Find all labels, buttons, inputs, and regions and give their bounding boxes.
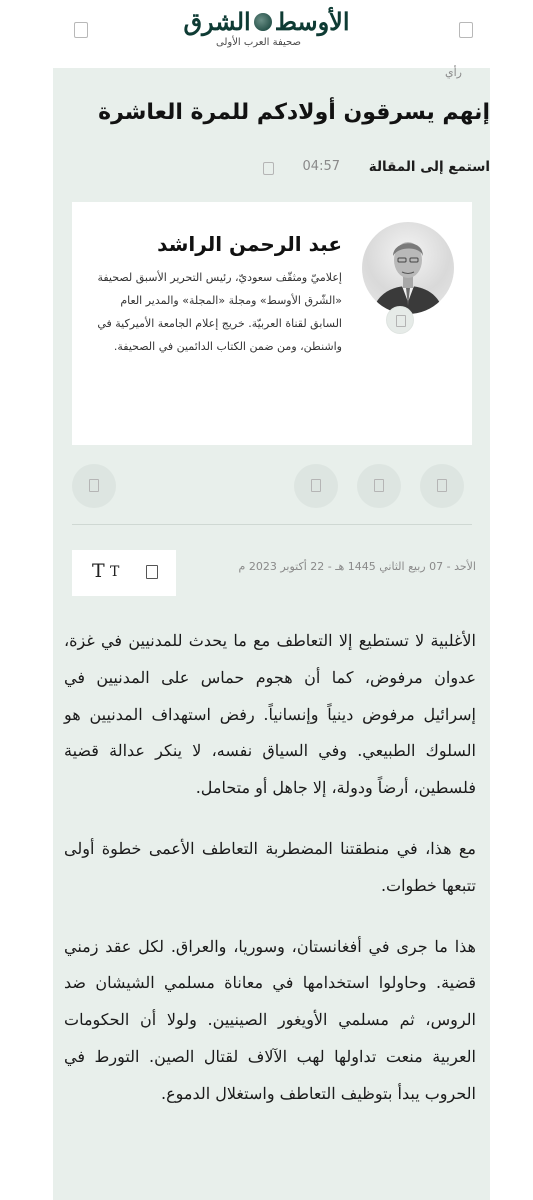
share-button-3[interactable] [294,464,338,508]
play-icon[interactable] [263,162,274,175]
listen-label: استمع إلى المقالة [368,159,490,175]
article-body [64,623,476,1137]
divider [72,524,472,525]
author-portrait-illustration [362,222,454,314]
site-logo[interactable] [0,8,533,48]
author-photo[interactable] [362,222,454,314]
share-icon [374,479,384,492]
article-date: الأحد - 07 ربيع الثاني 1445 هـ - 22 أكتوبر 2023 م [238,560,476,573]
font-size-increase[interactable]: T [92,560,105,582]
paragraph: مع هذا، في منطقتنا المضطربة التعاطف الأعمى خطوة أولى تتبعها خطوات. [64,838,476,895]
author-follow-button[interactable] [386,306,414,334]
author-bio: إعلاميّ ومثقّف سعوديّ، رئيس التحرير الأسبق لصحيفة «الشّرق الأوسط» ومجلة «المجلة» والمدير العام السابق لقناة العربيّة. خريج إعلام الجامعة الأميركية في واشنطن، ومن ضمن الكتاب الدائمين في الصحيفة. [97,271,342,353]
logo-tagline: صحيفة العرب الأولى [215,37,301,48]
share-button-4[interactable] [72,464,116,508]
audio-duration: 04:57 [302,159,340,174]
share-toolbar [72,464,472,508]
print-icon[interactable] [146,565,158,579]
paragraph: الأغلبية لا تستطيع إلا التعاطف مع ما يحدث للمدنيين في غزة، عدوان مرفوض، كما أن هجوم حماس على المدنيين في إسرائيل مرفوض دينياً وإنسانياً. رفض استهداف المدنيين هو السلوك الطبيعي. وفي السياق نفسه، لا ينكر عدالة قضية فلسطين، أرضاً ودولة، إلا جاهل أو متحامل. [64,631,477,798]
font-size-decrease[interactable]: T [110,564,120,580]
logo-text-right: الشرق [183,7,251,36]
audio-player [65,154,490,184]
font-size-control[interactable] [72,550,176,596]
share-button-1[interactable] [420,464,464,508]
menu-icon[interactable] [459,22,473,38]
article-title: إنهم يسرقون أولادكم للمرة العاشرة [98,100,490,125]
share-icon [89,479,99,492]
share-button-2[interactable] [357,464,401,508]
paragraph: هذا ما جرى في أفغانستان، وسوريا، والعراق. لكل عقد زمني قضية. وحاولوا استخدامها في معاناة مسلمي الشيشان ضد الروس، ثم مسلمي الأويغور الصينيين. ولولا أن الحكومات العربية منعت تداولها لهب الآلاف لقتال الصين. التورط في الحروب يبدأ بتوظيف التعاطف واستغلال الدموع. [64,936,476,1103]
article-panel [53,68,490,1200]
share-icon [311,479,321,492]
share-icon [437,479,447,492]
author-name[interactable]: عبد الرحمن الراشد [157,232,342,256]
logo-text-left: الأوسط [274,7,350,36]
globe-icon [254,13,272,31]
breadcrumb[interactable]: رأي [445,66,462,79]
site-header [0,0,533,68]
author-card [72,202,472,445]
